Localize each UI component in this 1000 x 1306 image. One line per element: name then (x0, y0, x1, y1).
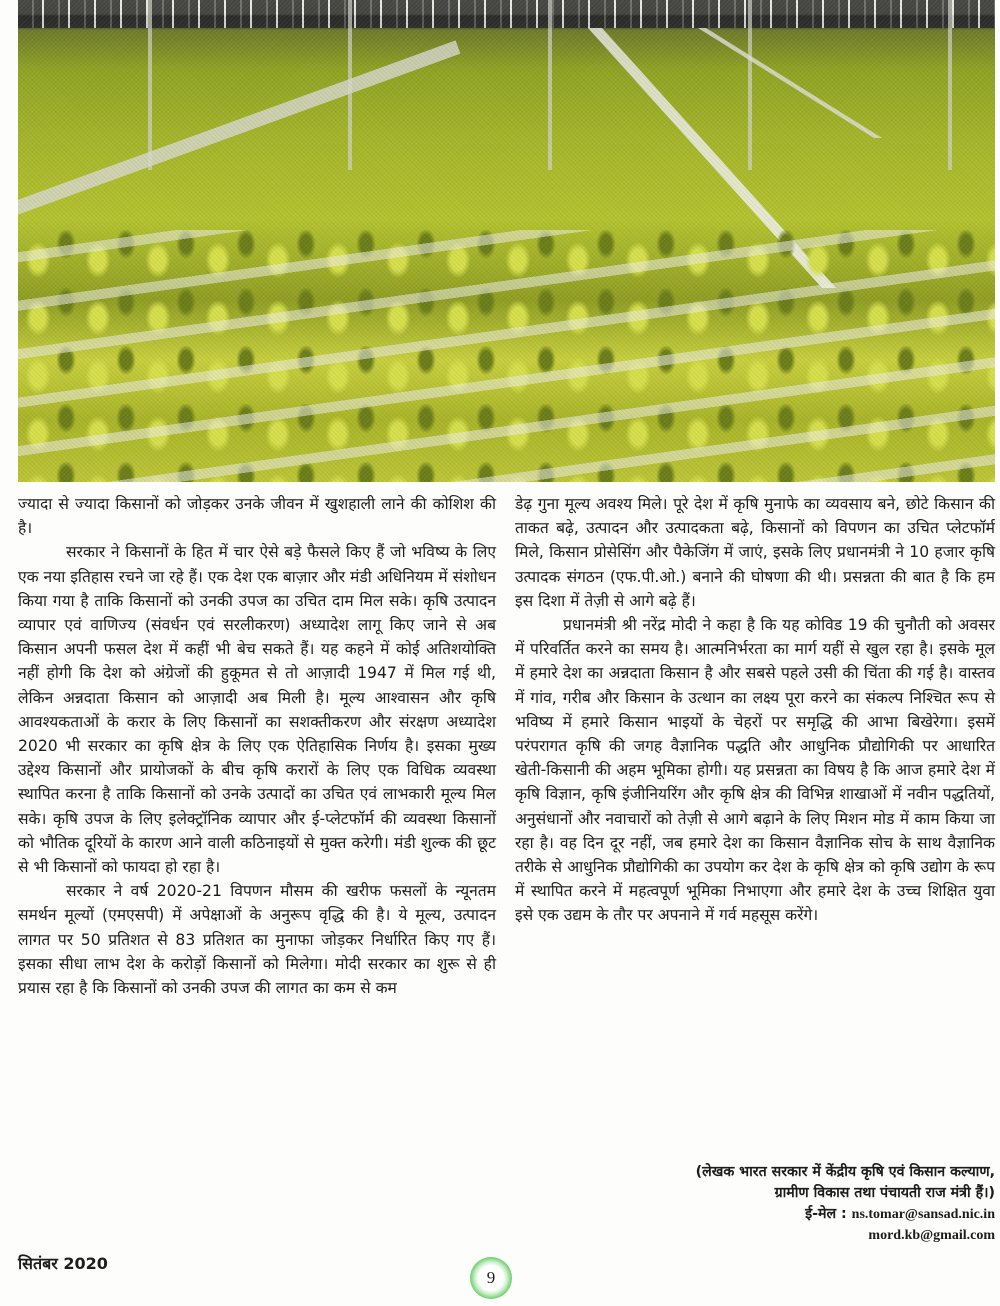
byline-line-2: ग्रामीण विकास तथा पंचायती राज मंत्री हैं।) (774, 1185, 995, 1201)
author-byline (580, 1162, 995, 1246)
email-link-1[interactable]: ns.tomar@sansad.nic.in (851, 1207, 995, 1222)
greenhouse-photo (18, 0, 995, 482)
page-number: 9 (486, 1268, 496, 1287)
paragraph: सरकार ने किसानों के हित में चार ऐसे बड़े फैसले किए हैं जो भविष्य के लिए एक नया इतिहास रचने जा रहे हैं। एक देश एक बाज़ार और मंडी अधिनियम में संशोधन किया गया है ताकि किसानों को उनकी उपज का उचित दाम मिल सके। कृषि उत्पादन व्यापार एवं वाणिज्य (संवर्धन एवं सरलीकरण) अध्यादेश लागू किए जाने से अब किसान अपनी फसल देश में कहीं भी बेच सकते हैं। यह कहने में कोई अतिशयोक्ति नहीं होगी कि देश को अंग्रेजों की हुकूमत से तो आज़ादी 1947 में मिल गई थी, लेकिन अन्नदाता किसान को आज़ादी अब मिली है। मूल्य आश्वासन और कृषि आवश्यकताओं के करार के लिए किसानों का सशक्तीकरण और संरक्षण अध्यादेश 2020 भी सरकार का कृषि क्षेत्र के लिए एक ऐतिहासिक निर्णय है। इसका मुख्य उद्देश्य किसानों और प्रायोजकों के बीच कृषि करारों के लिए एक विधिक व्यवस्था स्थापित करना है ताकि किसानों को उनके उत्पादों का उचित एवं लाभकारी मूल्य मिल सके। कृषि उपज के लिए इलेक्ट्रॉनिक व्यापार और ई-प्लेटफॉर्म की व्यवस्था किसानों को भौतिक दूरियों के कारण आने वाली कठिनाइयों से मुक्त करेगी। मंडी शुल्क की छूट से भी किसानों को फायदा हो रहा है। (18, 543, 496, 877)
email-link-2[interactable]: mord.kb@gmail.com (868, 1228, 995, 1243)
print-halftone-texture (18, 0, 995, 482)
paragraph: सरकार ने वर्ष 2020-21 विपणन मौसम की खरीफ फसलों के न्यूनतम समर्थन मूल्यों (एमएसपी) में अपेक्षाओं के अनुरूप वृद्धि की है। ये मूल्य, उत्पादन लागत पर 50 प्रतिशत से 83 प्रतिशत का मुनाफा जोड़कर निर्धारित किए गए हैं। इसका सीधा लाभ देश के करोड़ों किसानों को मिलेगा। मोदी सरकार का शुरू से ही प्रयास रहा है कि किसानों को उनकी उपज की लागत का कम से कम (18, 882, 496, 998)
right-text-column (515, 492, 995, 928)
paragraph: प्रधानमंत्री श्री नरेंद्र मोदी ने कहा है कि यह कोविड 19 की चुनौती को अवसर में परिवर्तित करने का समय है। आत्मनिर्भरता का मार्ग यहीं से खुल रहा है। इसके मूल में हमारे देश का अन्नदाता किसान है और सबसे पहले उसी की चिंता की गई है। वास्तव में गांव, गरीब और किसान के उत्थान का लक्ष्य पूरा करने का संकल्प निश्चित रूप से भविष्य में हमारे किसान भाइयों के चेहरों पर समृद्धि की आभा बिखेरेगा। इसमें परंपरागत कृषि की जगह वैज्ञानिक पद्धति और आधुनिक प्रौद्योगिकी पर आधारित खेती-किसानी की अहम भूमिका होगी। यह प्रसन्नता का विषय है कि आज हमारे देश में कृषि विज्ञान, कृषि इंजीनियरिंग और कृषि क्षेत्र की विभिन्न शाखाओं में नवीन पद्धतियों, अनुसंधानों और नवाचारों को तेज़ी से आगे बढ़ाने के लिए मिशन मोड में काम किया जा रहा है। वह दिन दूर नहीं, जब हमारे देश का किसान वैज्ञानिक सोच के साथ वैज्ञानिक तरीके से आधुनिक प्रौद्योगिकी का उपयोग कर देश के कृषि क्षेत्र को कृषि उद्योग के रूप में स्थापित करने में महत्वपूर्ण भूमिका निभाएगा और हमारे देश के उच्च शिक्षित युवा इसे एक उद्यम के तौर पर अपनाने में गर्व महसूस करेंगे। (515, 616, 995, 925)
email-row (580, 1204, 995, 1225)
byline-line-1: (लेखक भारत सरकार में केंद्रीय कृषि एवं किसान कल्याण, (695, 1164, 995, 1180)
issue-date: सितंबर 2020 (18, 1254, 108, 1273)
paragraph: डेढ़ गुना मूल्य अवश्य मिले। पूरे देश में कृषि मुनाफे का व्यवसाय बने, छोटे किसान की ताकत बढ़े, उत्पादन और उत्पादकता बढ़े, किसानों को विपणन का उचित प्लेटफॉर्म मिले, किसान प्रोसेसिंग और पैकेजिंग में जाएं, इसके लिए प्रधानमंत्री ने 10 हजार कृषि उत्पादक संगठन (एफ.पी.ओ.) बनाने की घोषणा की थी। प्रसन्नता की बात है कि हम इस दिशा में तेज़ी से आगे बढ़े हैं। (515, 495, 995, 610)
left-text-column (18, 492, 496, 1000)
page-number-badge (470, 1257, 512, 1299)
email-label: ई-मेल : (805, 1206, 847, 1222)
paragraph: ज्यादा से ज्यादा किसानों को जोड़कर उनके जीवन में खुशहाली लाने की कोशिश की है। (18, 495, 496, 538)
